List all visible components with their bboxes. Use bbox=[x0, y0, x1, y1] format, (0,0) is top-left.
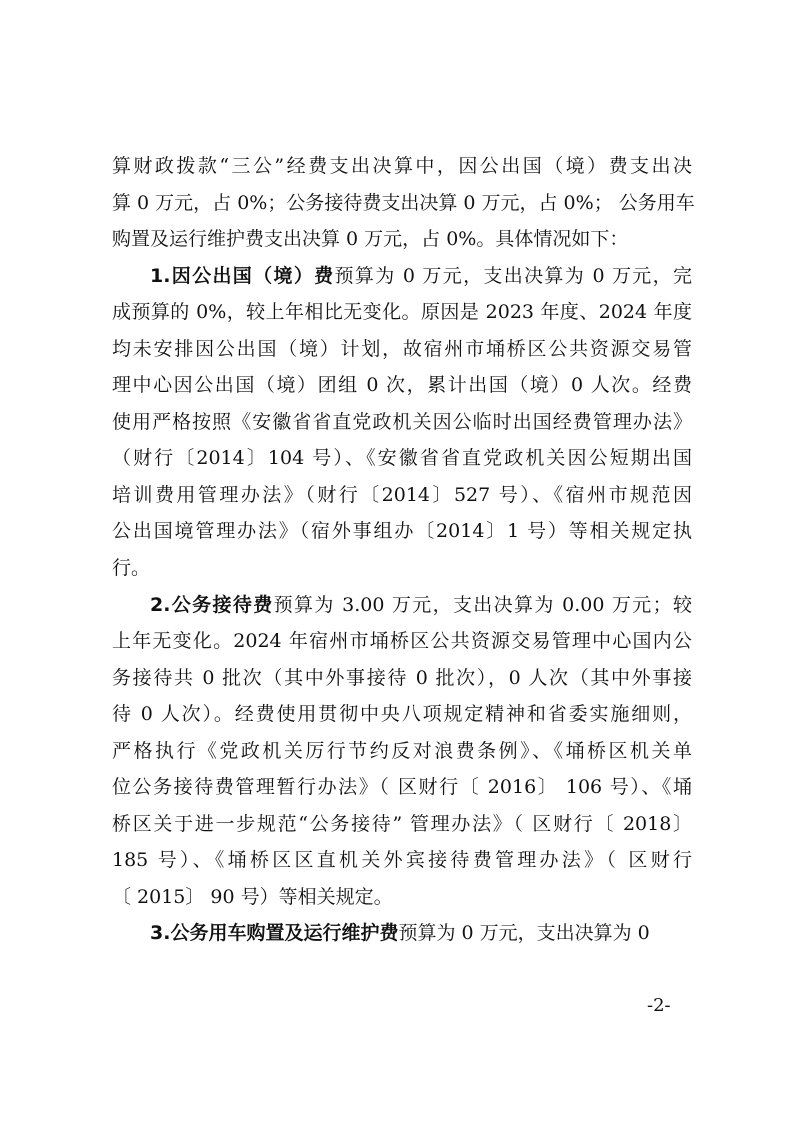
text-line bbox=[112, 513, 692, 550]
line-text: 185 号）、《埇桥区区直机关外宾接待费管理办法》（ 区财行 bbox=[112, 849, 692, 872]
line-text: 公出国境管理办法》（宿外事组办〔2014〕1 号）等相关规定执 bbox=[112, 520, 692, 543]
line-text: 使用严格按照《安徽省省直党政机关因公临时出国经费管理办法》 bbox=[112, 410, 692, 433]
line-text: 成预算的 0%，较上年相比无变化。原因是 2023 年度、2024 年度 bbox=[112, 301, 692, 324]
section-heading: 1.因公出国（境）费 bbox=[150, 264, 335, 287]
line-text: 严格执行《党政机关厉行节约反对浪费条例》、《埇桥区机关单 bbox=[112, 739, 692, 762]
text-line bbox=[112, 842, 692, 879]
text-line bbox=[112, 440, 692, 477]
text-line bbox=[112, 769, 692, 806]
text-line bbox=[112, 221, 692, 258]
line-text: 〔 2015〕 90 号）等相关规定。 bbox=[112, 885, 393, 908]
text-line bbox=[112, 185, 695, 222]
page-number: -2- bbox=[647, 995, 671, 1016]
line-text: 购置及运行维护费支出决算 0 万元，占 0%。具体情况如下： bbox=[112, 228, 629, 251]
text-line bbox=[112, 806, 692, 843]
text-line bbox=[112, 696, 692, 733]
text-line bbox=[112, 660, 692, 697]
section-heading: 3.公务用车购置及运行维护费 bbox=[150, 922, 399, 945]
line-text: 算 0 万元，占 0%；公务接待费支出决算 0 万元，占 0%； 公务用车 bbox=[112, 191, 695, 214]
text-line bbox=[112, 915, 692, 952]
text-line bbox=[112, 367, 692, 404]
line-text: 算财政拨款“三公”经费支出决算中，因公出国（境）费支出决 bbox=[112, 155, 692, 177]
text-line bbox=[112, 550, 692, 587]
text-line bbox=[112, 623, 692, 660]
line-text: 行。 bbox=[112, 557, 151, 580]
line-text: 桥区关于进一步规范“公务接待” 管理办法》（ 区财行〔 2018〕 bbox=[112, 812, 692, 835]
line-text: 理中心因公出国（境）团组 0 次，累计出国（境）0 人次。经费 bbox=[112, 374, 692, 397]
text-line bbox=[112, 733, 692, 770]
text-line bbox=[112, 477, 692, 514]
text-line bbox=[112, 331, 692, 368]
line-text: 位公务接待费管理暂行办法》（ 区财行〔 2016〕 106 号）、《埇 bbox=[112, 776, 692, 799]
line-text: 预算为 0 万元，支出决算为 0 万元，完 bbox=[334, 264, 692, 287]
line-text: 上年无变化。2024 年宿州市埇桥区公共资源交易管理中心国内公 bbox=[112, 630, 692, 653]
line-text: 务接待共 0 批次（其中外事接待 0 批次），0 人次（其中外事接 bbox=[112, 666, 692, 689]
text-line bbox=[112, 294, 692, 331]
text-line bbox=[112, 148, 692, 185]
line-text: 预算为 3.00 万元，支出决算为 0.00 万元；较 bbox=[273, 593, 692, 616]
line-text: 培训费用管理办法》（财行〔2014〕527 号）、《宿州市规范因 bbox=[112, 483, 692, 506]
text-line bbox=[112, 587, 692, 624]
line-text: （财行〔2014〕104 号）、《安徽省省直党政机关因公短期出国 bbox=[112, 447, 692, 470]
text-line bbox=[112, 879, 692, 916]
text-line bbox=[112, 404, 692, 441]
line-text: 均未安排因公出国（境）计划，故宿州市埇桥区公共资源交易管 bbox=[112, 337, 692, 360]
section-heading: 2.公务接待费 bbox=[150, 593, 274, 616]
text-line bbox=[112, 258, 692, 295]
body-text bbox=[112, 148, 695, 952]
line-text: 待 0 人次）。经费使用贯彻中央八项规定精神和省委实施细则， bbox=[112, 703, 692, 726]
line-text: 预算为 0 万元，支出决算为 0 bbox=[398, 922, 650, 945]
